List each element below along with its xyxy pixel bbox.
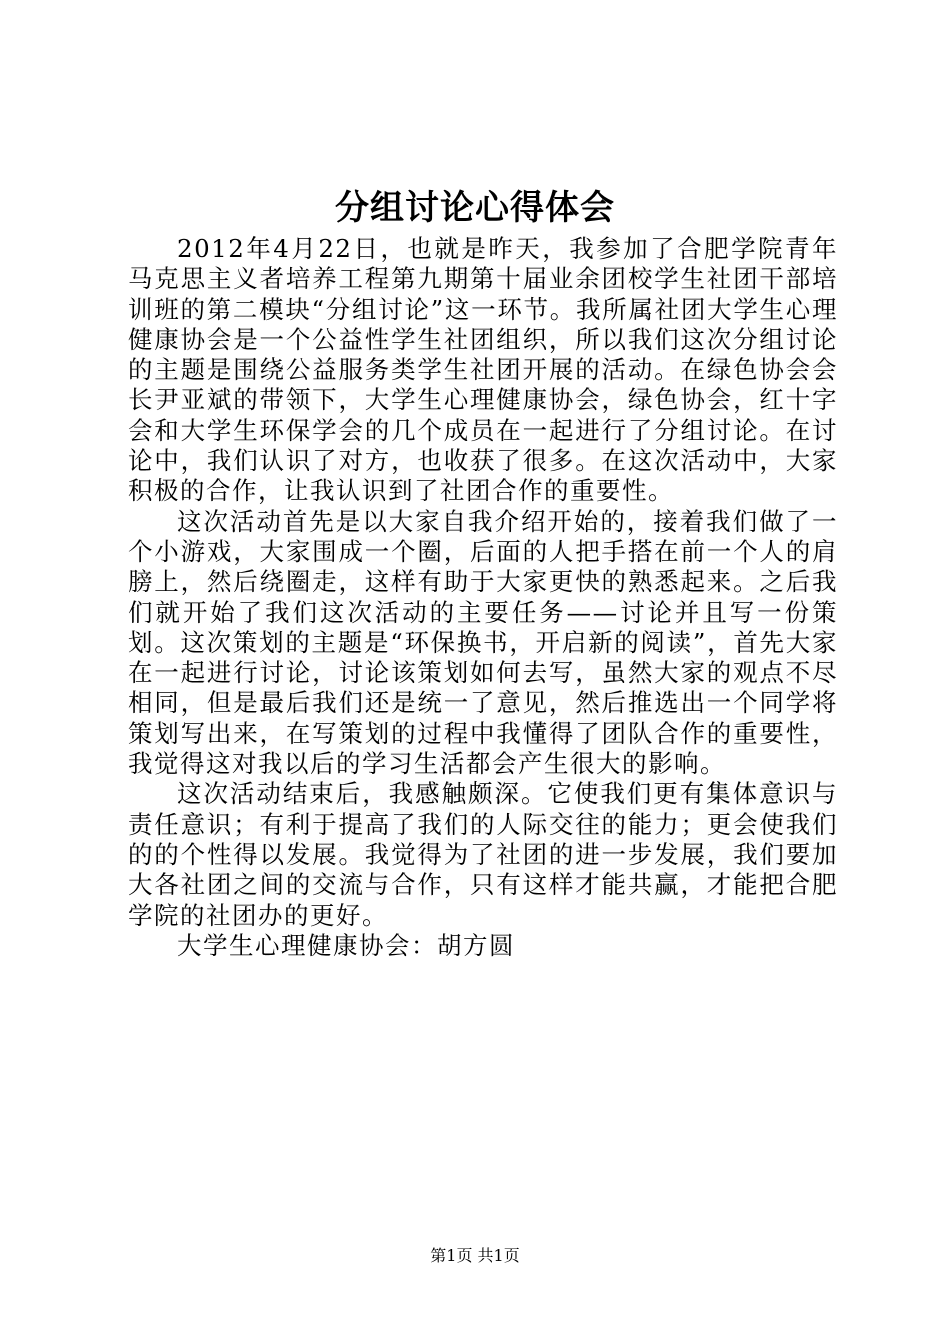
- paragraph-2: 这次活动首先是以大家自我介绍开始的，接着我们做了一个小游戏，大家围成一个圈，后面的人把手搭在前一个人的肩膀上，然后绕圈走，这样有助于大家更快的熟悉起来。之后我们就开始了我们这次活动的主要任务——讨论并且写一份策划。这次策划的主题是“环保换书，开启新的阅读”，首先大家在一起进行讨论，讨论该策划如何去写，虽然大家的观点不尽相同，但是最后我们还是统一了意见，然后推选出一个同学将策划写出来，在写策划的过程中我懂得了团队合作的重要性，我觉得这对我以后的学习生活都会产生很大的影响。: [128, 506, 838, 779]
- paragraph-1: 2012年4月22日，也就是昨天，我参加了合肥学院青年马克思主义者培养工程第九期第十届业余团校学生社团干部培训班的第二模块“分组讨论”这一环节。我所属社团大学生心理健康协会是一个公益性学生社团组织，所以我们这次分组讨论的主题是围绕公益服务类学生社团开展的活动。在绿色协会会长尹亚斌的带领下，大学生心理健康协会，绿色协会，红十字会和大学生环保学会的几个成员在一起进行了分组讨论。在讨论中，我们认识了对方，也收获了很多。在这次活动中，大家积极的合作，让我认识到了社团合作的重要性。: [128, 234, 838, 506]
- document-title: 分组讨论心得体会: [335, 188, 615, 228]
- paragraph-3: 这次活动结束后，我感触颇深。它使我们更有集体意识与责任意识；有利于提高了我们的人际交往的能力；更会使我们的的个性得以发展。我觉得为了社团的进一步发展，我们要加大各社团之间的交流与合作，只有这样才能共赢，才能把合肥学院的社团办的更好。: [128, 779, 838, 930]
- document-body: [128, 234, 838, 961]
- page-footer: 第1页 共1页: [430, 1246, 520, 1265]
- signature-line: 大学生心理健康协会：胡方圆: [177, 930, 515, 960]
